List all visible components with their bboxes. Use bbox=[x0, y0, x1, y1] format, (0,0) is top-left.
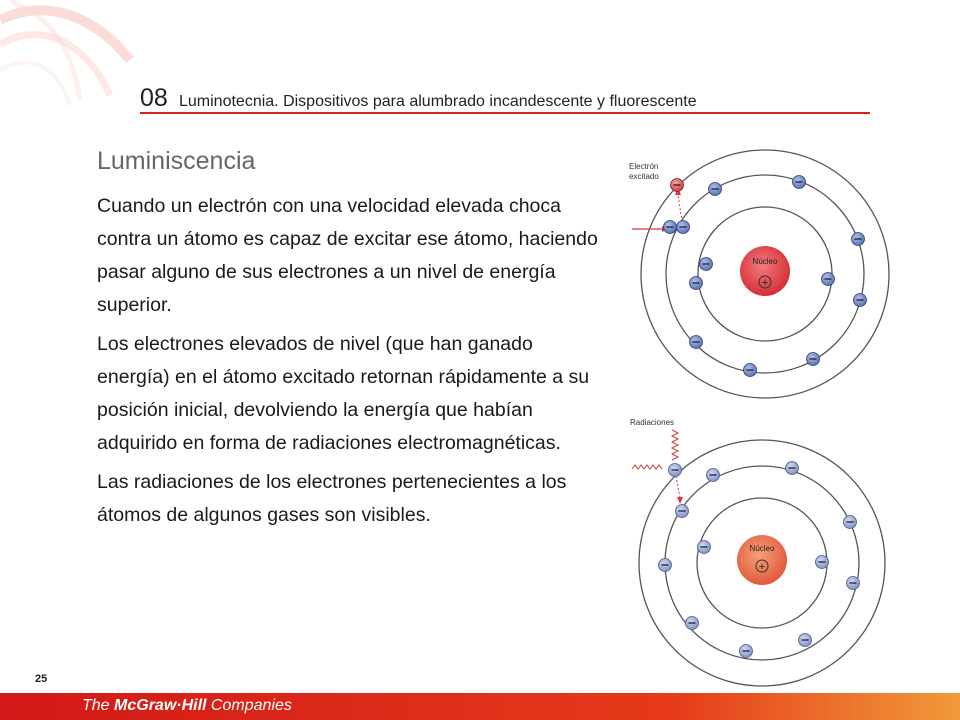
electron-icon bbox=[847, 577, 860, 590]
electron-icon bbox=[854, 294, 867, 307]
electron-icon bbox=[659, 559, 672, 572]
electron-icon bbox=[707, 469, 720, 482]
radiation-atom-diagram bbox=[612, 410, 892, 690]
radiation-wave-icon bbox=[632, 430, 678, 469]
nucleus-label: Núcleo bbox=[749, 544, 775, 553]
logo-companies: Companies bbox=[206, 697, 292, 714]
nucleus bbox=[737, 535, 787, 585]
electron-icon bbox=[786, 462, 799, 475]
electron-icon bbox=[669, 464, 682, 477]
electron-icon bbox=[793, 176, 806, 189]
electron-icon bbox=[686, 617, 699, 630]
electron-icon bbox=[671, 179, 684, 192]
slide-header bbox=[140, 84, 870, 114]
excitation-arrow bbox=[675, 188, 682, 222]
electron-icon bbox=[677, 221, 690, 234]
electron-icon bbox=[664, 221, 677, 234]
paragraph-3: Las radiaciones de los electrones pertenecientes a los átomos de algunos gases son visibles. bbox=[97, 471, 567, 526]
decorative-swirl bbox=[0, 0, 150, 110]
plus-icon: + bbox=[761, 277, 769, 289]
electron-icon bbox=[844, 516, 857, 529]
electron-icon bbox=[690, 336, 703, 349]
footer-bar bbox=[0, 693, 960, 720]
electron-icon bbox=[690, 277, 703, 290]
electron-icon bbox=[676, 505, 689, 518]
electron-icon bbox=[816, 556, 829, 569]
nucleus bbox=[740, 246, 790, 296]
page-number: 25 bbox=[35, 673, 48, 685]
plus-icon: + bbox=[758, 561, 766, 573]
electron-icon bbox=[744, 364, 757, 377]
electron-icon bbox=[822, 273, 835, 286]
paragraph-2: Los electrones elevados de nivel (que han ganado energía) en el átomo excitado retornan rápidamente a su posición inicial, devolviendo la energía que habían adquirido en forma de radiaciones electromagnéticas. bbox=[97, 333, 590, 454]
chapter-title: Luminotecnia. Dispositivos para alumbrado incandescente y fluorescente bbox=[179, 93, 697, 110]
publisher-logo bbox=[82, 697, 292, 715]
header-underline bbox=[140, 112, 870, 114]
electron-icon bbox=[799, 634, 812, 647]
electron-icon bbox=[698, 541, 711, 554]
radiation-label: Radiaciones bbox=[630, 418, 675, 427]
excited-electron-label-line2: excitado bbox=[629, 172, 659, 181]
paragraph-1: Cuando un electrón con una velocidad elevada choca contra un átomo es capaz de excitar ese átomo, haciendo pasar alguno de sus electrones a un nivel de energía superior. bbox=[97, 195, 598, 316]
excited-atom-diagram bbox=[612, 142, 892, 402]
logo-the: The bbox=[82, 697, 115, 714]
electron-icon bbox=[807, 353, 820, 366]
logo-brand: McGraw·Hill bbox=[114, 697, 207, 714]
electron-icon bbox=[852, 233, 865, 246]
electron-icon bbox=[740, 645, 753, 658]
electron-icon bbox=[709, 183, 722, 196]
section-title: Luminiscencia bbox=[97, 147, 256, 175]
excited-electron-label-line1: Electrón bbox=[629, 162, 659, 171]
electron-icon bbox=[700, 258, 713, 271]
chapter-number: 08 bbox=[140, 84, 168, 112]
nucleus-label: Núcleo bbox=[752, 257, 778, 266]
transition-arrow bbox=[676, 476, 683, 504]
body-text bbox=[97, 190, 602, 538]
